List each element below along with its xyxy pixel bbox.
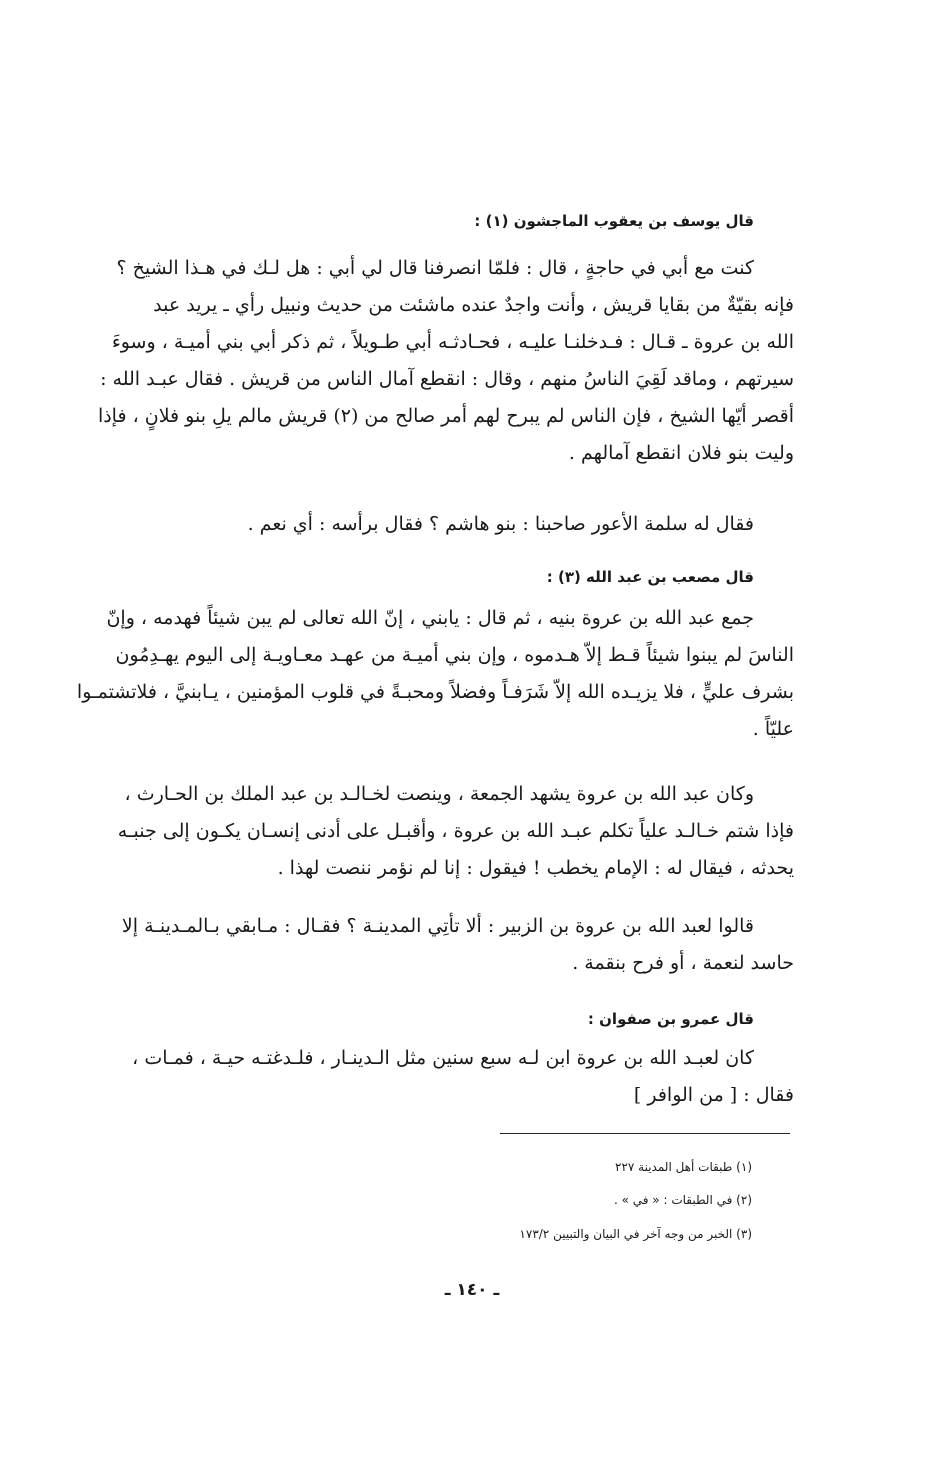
text-line: أقصر أيّها الشيخ ، فإن الناس لم يبرح لهم أمر صالح من (٢) قريش مالم يلِ بنو فلانٍ ، فإذا (97, 405, 794, 427)
text-line: قالوا لعبد الله بن عروة بن الزبير : ألا تأتِي المدينـة ؟ فقـال : مـابقي بـالمـدينـة إلا (121, 915, 754, 937)
footnote-divider (500, 1133, 790, 1134)
section-heading-musab: قال مصعب بن عبد الله (٣) : (546, 568, 754, 586)
text-line: جمع عبد الله بن عروة بنيه ، ثم قال : يابني ، إنّ الله تعالى لم يبن شيئاً فهدمه ، وإنّ (106, 607, 754, 629)
text-line: فإذا شتم خـالـد علياً تكلم عبـد الله بن عروة ، وأقبـل على أدنى إنسـان يكـون إلى جنبـه (117, 820, 794, 842)
paragraph-yusuf-story (97, 250, 794, 472)
paragraph-friday-sermon (117, 776, 794, 887)
paragraph-salama-reply: فقال له سلمة الأعور صاحبنا : بنو هاشم ؟ فقال برأسه : أي نعم . (247, 513, 754, 535)
paragraph-madina (121, 908, 794, 982)
footnote-3: (٣) الخبر من وجه آخر في البيان والتبيين ١٧٣/٢ (519, 1227, 752, 1241)
section-heading-amr: قال عمرو بن صفوان : (587, 1010, 754, 1028)
text-line: وكان عبد الله بن عروة يشهد الجمعة ، وينصت لخـالـد بن عبد الملك بن الحـارث ، (124, 783, 754, 805)
paragraph-abdullah-sons (76, 600, 794, 748)
text-line: حاسد لنعمة ، أو فرح بنقمة . (572, 952, 794, 974)
text-line: الله بن عروة ـ قـال : فـدخلنـا عليـه ، فحـادثـه أبي طـويلاً ، ثم ذكر أبي بني أميـة ، وسوءَ (111, 331, 794, 353)
text-line: عليّاً . (752, 718, 794, 740)
text-line: سيرتهم ، وماقد لَقِيَ الناسُ منهم ، وقال : انقطع آمال الناس من قريش . فقال عبـد الله : (100, 368, 794, 390)
text-line: وليت بنو فلان انقطع آمالهم . (568, 442, 794, 464)
text-line: فقال : [ من الوافر ] (633, 1084, 794, 1106)
section-heading-yusuf: قال يوسف بن يعقوب الماجشون (١) : (474, 212, 754, 230)
footnote-2: (٢) في الطبقات : « في » . (613, 1193, 752, 1207)
footnote-1: (١) طبقات أهل المدينة ٢٢٧ (615, 1160, 752, 1174)
text-line: كنت مع أبي في حاجةٍ ، قال : فلمّا انصرفنا قال لي أبي : هل لـك في هـذا الشيخ ؟ (116, 257, 754, 279)
text-line: الناسَ لم يبنوا شيئاً قـط إلاّ هـدموه ، وإن بني أميـة من عهـد معـاويـة إلى اليوم يهـدِمُون (115, 644, 794, 666)
page-number: ـ ١٤٠ ـ (444, 1280, 500, 1300)
text-line: كان لعبـد الله بن عروة ابن لـه سبع سنين مثل الـدينـار ، فلـدغتـه حيـة ، فمـات ، (132, 1047, 754, 1069)
text-line: يحدثه ، فيقال له : الإمام يخطب ! فيقول : إنا لم نؤمر ننصت لهذا . (277, 857, 794, 879)
text-line: بشرف عليٍّ ، فلا يزيـده الله إلاّ شَرَفـاً وفضلاً ومحبـةً في قلوب المؤمنين ، يـابنيَّ ، فلاتشتمـوا (76, 681, 794, 703)
paragraph-son-death (132, 1040, 794, 1114)
text-line: فإنه بقيّةٌ من بقايا قريش ، وأنت واجدٌ عنده ماشئت من حديث ونبيل رأي ـ يريد عبد (153, 294, 794, 316)
